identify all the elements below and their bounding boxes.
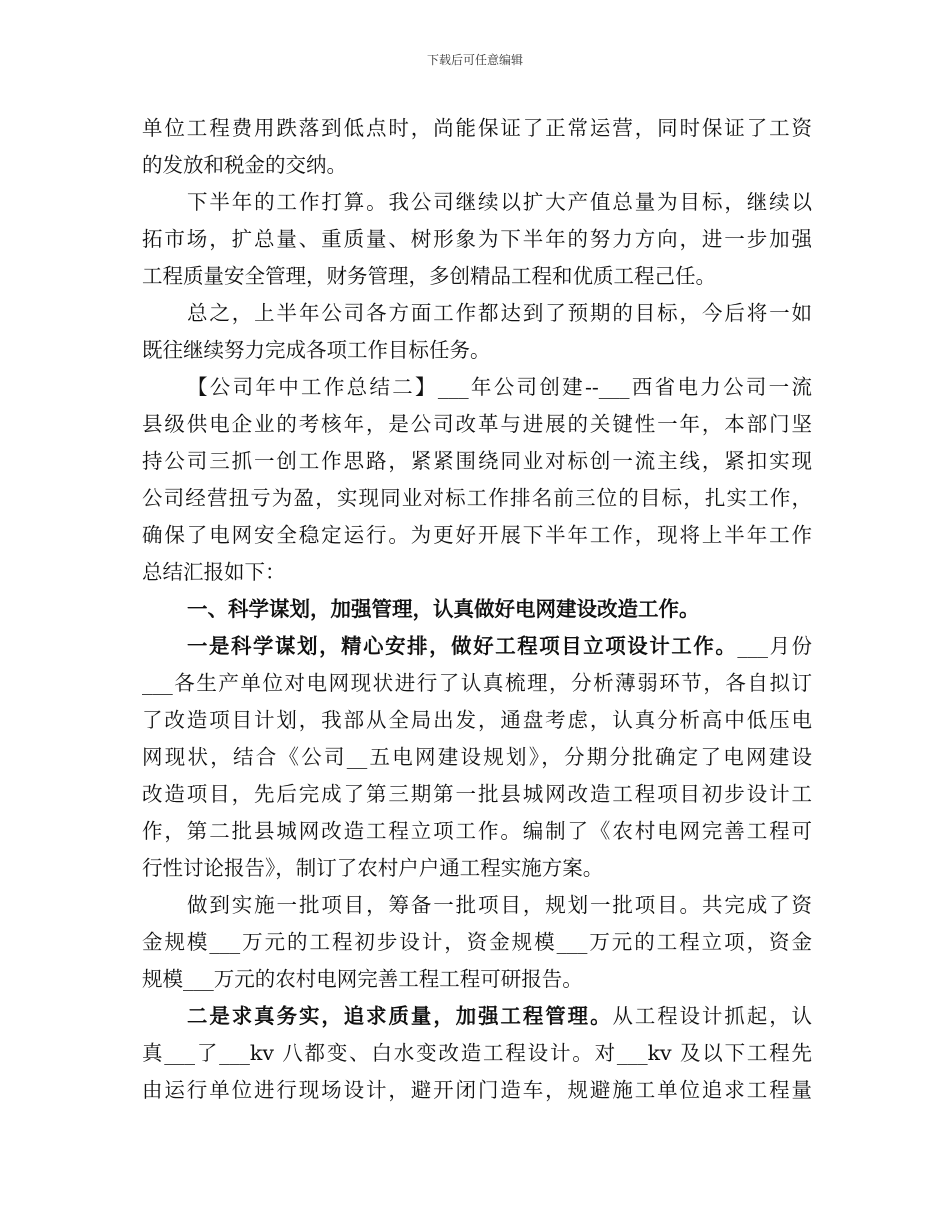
paragraph-line: 的发放和税金的交纳。 [142, 153, 347, 177]
page-header: 下载后可任意编辑 [426, 53, 523, 67]
paragraph-line: 工程质量安全管理，财务管理，多创精品工程和优质工程己任。 [142, 264, 716, 288]
paragraph-line: 由运行单位进行现场设计，避开闭门造车，规避施工单位追求工程量 [142, 1078, 812, 1102]
paragraph-line: 改造项目，先后完成了第三期第一批县城网改造工程项目初步设计工 [142, 782, 812, 806]
paragraph-line: 持公司三抓一创工作思路，紧紧围绕同业对标创一流主线，紧扣实现 [142, 449, 812, 473]
paragraph-line: 金规模___万元的工程初步设计，资金规模___万元的工程立项，资金 [142, 930, 812, 954]
paragraph-line: 公司经营扭亏为盈，实现同业对标工作排名前三位的目标，扎实工作， [142, 486, 812, 510]
bold-lead: 二是求真务实，追求质量，加强工程管理。 [187, 1004, 613, 1028]
paragraph-line: 真___了___kv 八都变、白水变改造工程设计。对___kv 及以下工程先 [142, 1041, 812, 1065]
bold-lead: 一是科学谋划，精心安排，做好工程项目立项设计工作。 [187, 634, 738, 658]
section-heading: 一、科学谋划，加强管理，认真做好电网建设改造工作。 [187, 597, 700, 621]
paragraph-line: 了改造项目计划，我部从全局出发，通盘考虑，认真分析高中低压电 [142, 708, 812, 732]
paragraph-line: 总之，上半年公司各方面工作都达到了预期的目标，今后将一如 [187, 301, 812, 325]
paragraph-line: 二是求真务实，追求质量，加强工程管理。从工程设计抓起，认 [187, 1004, 812, 1028]
document-body [142, 110, 812, 1109]
paragraph-line: 下半年的工作打算。我公司继续以扩大产值总量为目标，继续以 [187, 190, 812, 214]
paragraph-line: ___各生产单位对电网现状进行了认真梳理，分析薄弱环节，各自拟订 [142, 671, 812, 695]
paragraph-line: 规模___万元的农村电网完善工程工程可研报告。 [142, 967, 583, 991]
paragraph-line: 作，第二批县城网改造工程立项工作。编制了《农村电网完善工程可 [142, 819, 812, 843]
paragraph-line: 确保了电网安全稳定运行。为更好开展下半年工作，现将上半年工作 [142, 523, 812, 547]
paragraph-line: 县级供电企业的考核年，是公司改革与进展的关键性一年，本部门坚 [142, 412, 812, 436]
paragraph-line: 单位工程费用跌落到低点时，尚能保证了正常运营，同时保证了工资 [142, 116, 812, 140]
paragraph-line: 既往继续努力完成各项工作目标任务。 [142, 338, 491, 362]
paragraph-line: 网现状，结合《公司__五电网建设规划》，分期分批确定了电网建设 [142, 745, 812, 769]
paragraph-line: 做到实施一批项目，筹备一批项目，规划一批项目。共完成了资 [187, 893, 812, 917]
paragraph-line: 行性讨论报告》，制订了农村户户通工程实施方案。 [142, 856, 604, 880]
paragraph-line: 拓市场，扩总量、重质量、树形象为下半年的努力方向，进一步加强 [142, 227, 812, 251]
paragraph-line: 总结汇报如下： [142, 560, 286, 584]
paragraph-line: 一是科学谋划，精心安排，做好工程项目立项设计工作。___月份 [187, 634, 812, 658]
paragraph-line: 【公司年中工作总结二】___年公司创建--___西省电力公司一流 [187, 375, 812, 399]
